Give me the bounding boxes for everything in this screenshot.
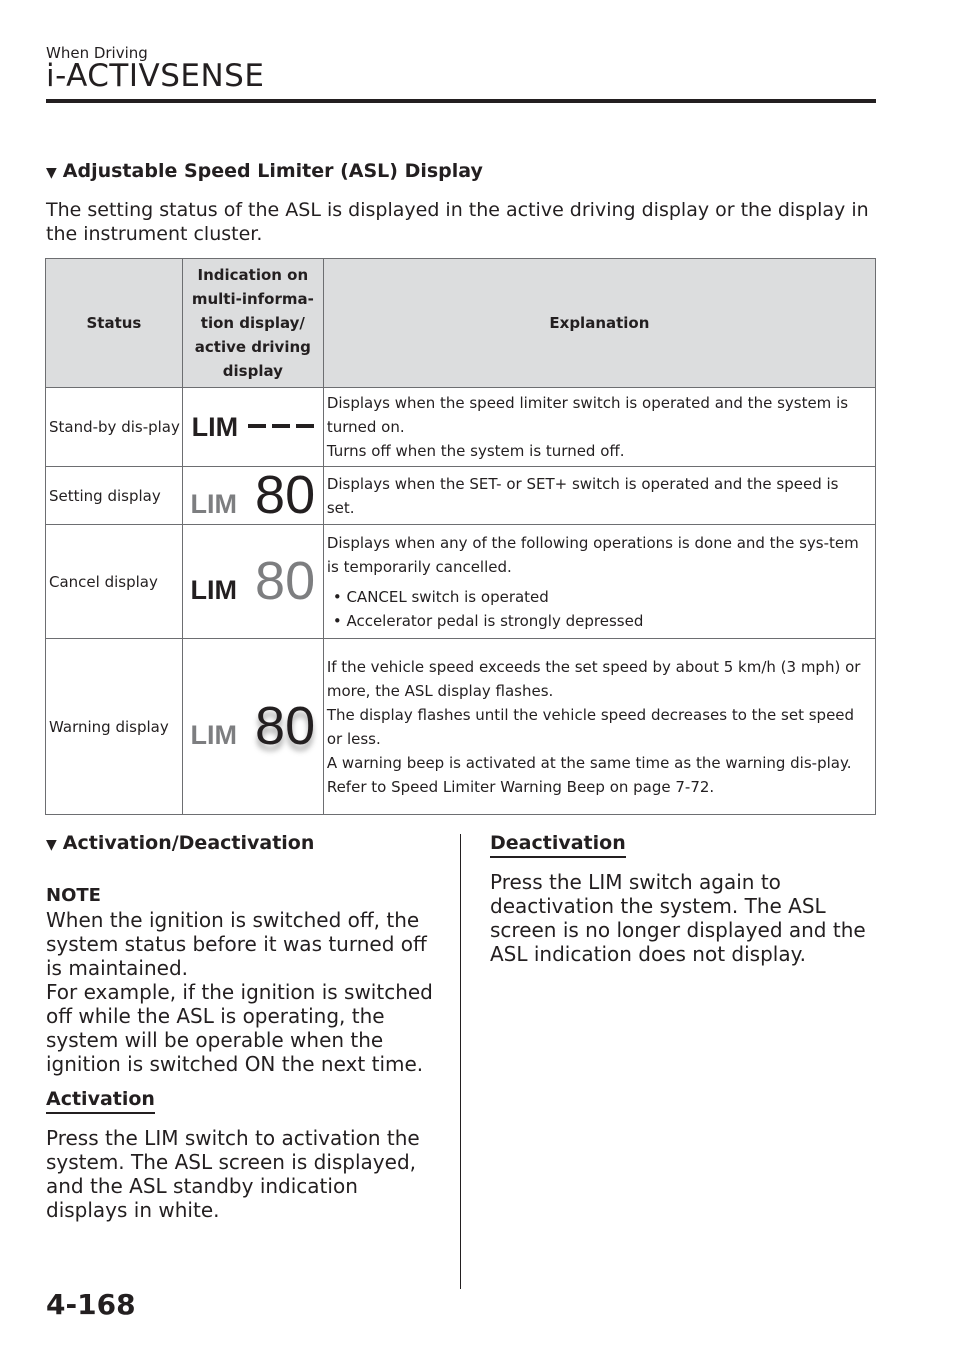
asl-display-heading [46, 160, 483, 182]
explanation-line: If the vehicle speed exceeds the set speed by about 5 km/h (3 mph) or more, the ASL display flashes. [326, 657, 861, 700]
section-label: When Driving [46, 44, 148, 62]
bullet-list [327, 585, 869, 633]
page-number: 4-168 [46, 1288, 136, 1321]
dash-placeholder-icon [248, 424, 314, 428]
triangle-down-icon: ▼ [46, 837, 57, 853]
indication-cell [182, 639, 323, 815]
lim-label: LIM [190, 575, 238, 605]
note-label: NOTE [46, 885, 101, 906]
intro-paragraph: The setting status of the ASL is displayed in the active driving display or the display in the instrument cluster. [46, 199, 869, 245]
explanation-cell [323, 525, 875, 639]
status-cell: Warning display [46, 639, 183, 815]
indication-cell [182, 525, 323, 639]
lim-label: LIM [191, 411, 239, 442]
explanation-cell [323, 467, 875, 525]
page-title: i-ACTIVSENSE [46, 58, 265, 94]
status-cell: Cancel display [46, 525, 183, 639]
lim-warning-indicator [190, 696, 316, 756]
lim-standby-indicator [192, 412, 315, 443]
speed-value: 80 [255, 696, 316, 756]
note-example: For example, if the ignition is switched off while the ASL is operating, the system will be operable when the ignition is switched ON the next time. [46, 980, 433, 1076]
explanation-line: Refer to Speed Limiter Warning Beep on page 7-72. [326, 777, 715, 796]
speed-value: 80 [255, 551, 316, 611]
explanation-line: Displays when any of the following operations is done and the sys-tem is temporarily cancelled. [326, 533, 859, 576]
table-row [46, 388, 876, 467]
explanation-cell [323, 388, 875, 467]
status-cell: Stand-by dis-play [46, 388, 183, 467]
activation-deactivation-heading-text: Activation/Deactivation [62, 832, 315, 854]
indication-cell [182, 388, 323, 467]
explanation-line: A warning beep is activated at the same time as the warning dis-play. [326, 753, 852, 772]
header-explanation: Explanation [323, 259, 875, 388]
indication-cell [182, 467, 323, 525]
lim-label: LIM [190, 720, 238, 750]
note-text: When the ignition is switched off, the system status before it was turned off is maintained. [46, 908, 427, 980]
header-indication-text: Indication on multi-informa-tion display/ active driving display [191, 266, 314, 380]
note-block [46, 884, 441, 1076]
deactivation-heading: Deactivation [490, 832, 626, 858]
column-divider [460, 834, 461, 1289]
list-item: • CANCEL switch is operated [345, 585, 869, 609]
explanation-line: Turns off when the system is turned off. [326, 442, 625, 460]
table-row [46, 467, 876, 525]
explanation-cell [323, 639, 875, 815]
triangle-down-icon: ▼ [46, 165, 57, 181]
table-row [46, 525, 876, 639]
speed-value: 80 [255, 465, 316, 525]
asl-display-heading-text: Adjustable Speed Limiter (ASL) Display [62, 160, 483, 182]
table-row [46, 639, 876, 815]
explanation-line: The display flashes until the vehicle speed decreases to the set speed or less. [326, 705, 855, 748]
header-rule [46, 99, 876, 103]
list-item: • Accelerator pedal is strongly depressed [345, 609, 869, 633]
activation-heading: Activation [46, 1088, 155, 1114]
lim-label: LIM [190, 489, 238, 519]
header-indication [182, 259, 323, 388]
deactivation-text: Press the LIM switch again to deactivation the system. The ASL screen is no longer displayed and the ASL indication does not display. [490, 870, 866, 966]
activation-text: Press the LIM switch to activation the system. The ASL screen is displayed, and the ASL standby indication displays in white. [46, 1126, 420, 1222]
lim-cancel-indicator [190, 551, 316, 611]
lim-setting-indicator [190, 465, 316, 525]
explanation-line: Displays when the speed limiter switch is operated and the system is turned on. [326, 394, 849, 436]
asl-status-table [45, 258, 876, 815]
status-cell: Setting display [46, 467, 183, 525]
activation-deactivation-heading [46, 832, 314, 854]
explanation-line: Displays when the SET- or SET+ switch is operated and the speed is set. [326, 474, 839, 517]
table-header-row [46, 259, 876, 388]
header-status: Status [46, 259, 183, 388]
